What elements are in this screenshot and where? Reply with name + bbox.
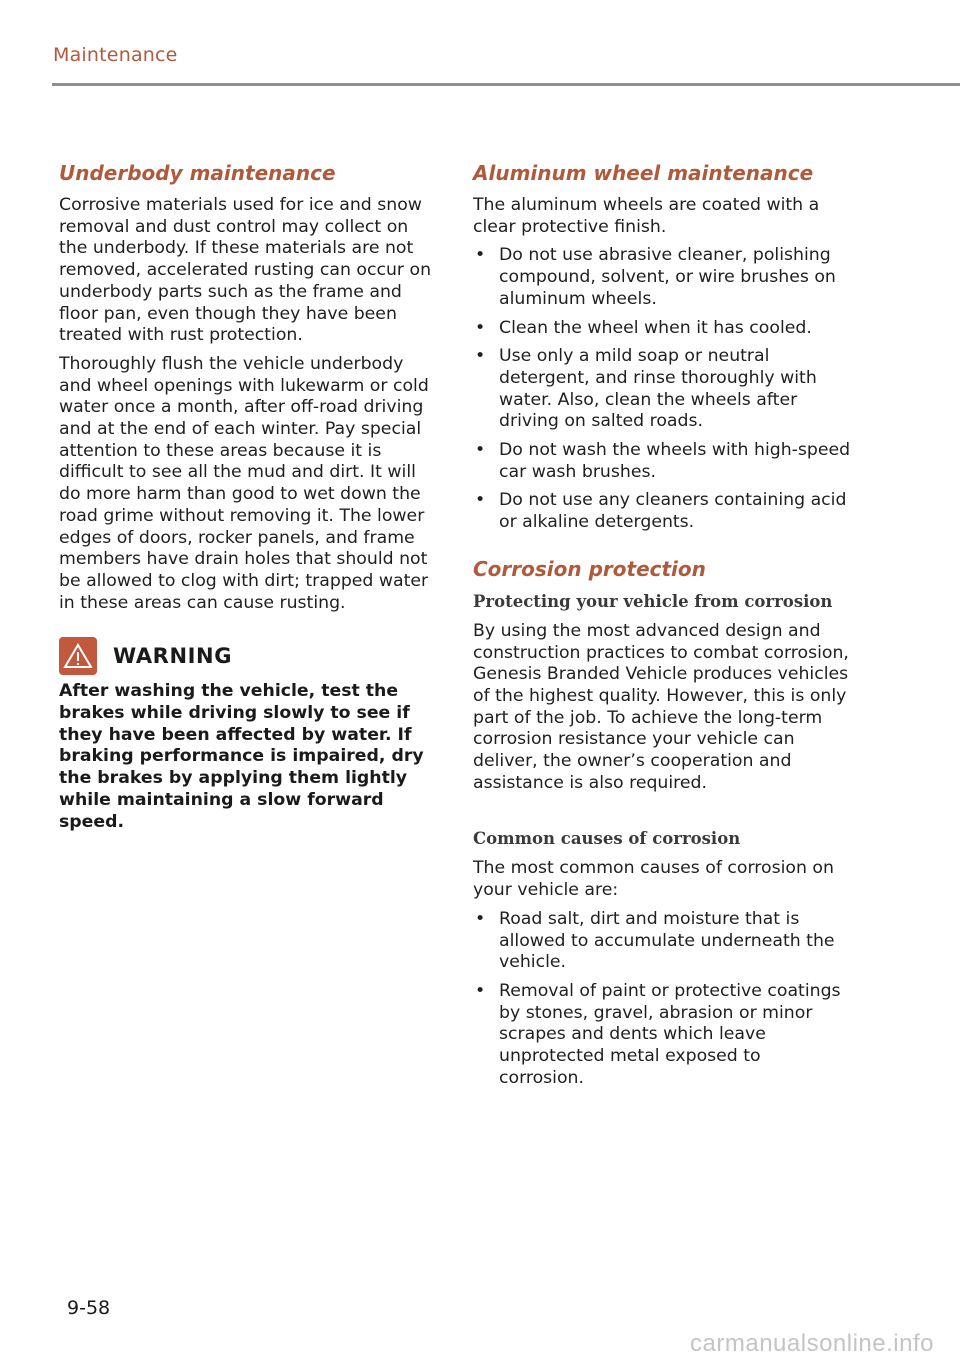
header-divider: [52, 83, 960, 86]
list-item: • Use only a mild soap or neutral detergent, and rinse thoroughly with water. Also, clean the wheels after driving on salted roads.: [475, 346, 817, 432]
section-header: Maintenance: [53, 44, 178, 66]
left-column: [59, 160, 439, 833]
list-item: • Do not use any cleaners containing acid or alkaline detergents.: [475, 490, 847, 533]
aluminum-intro: The aluminum wheels are coated with a clear protective finish.: [473, 195, 820, 237]
warning-triangle-icon: [59, 637, 97, 675]
underbody-heading: Underbody maintenance: [59, 161, 336, 185]
page-number: 9-58: [67, 1297, 111, 1319]
underbody-paragraph-1: Corrosive materials used for ice and snow removal and dust control may collect on the underbody. If these materials are not removed, accelerated rusting can occur on underbody parts such as the frame and floor pan, even though they have been treated with rust protection.: [59, 195, 432, 346]
bullet-icon: •: [475, 908, 486, 929]
bullet-icon: •: [475, 317, 486, 338]
warning-title: WARNING: [113, 644, 233, 669]
bullet-icon: •: [475, 490, 486, 511]
underbody-paragraph-2: Thoroughly flush the vehicle underbody and wheel openings with lukewarm or cold water once a month, after off-road driving and at the end of each winter. Pay special attention to these areas because it is difficult to see all the mud and dirt. It will do more harm than good to wet down the road grime without removing it. The lower edges of doors, rocker panels, and frame members have drain holes that should not be allowed to clog with dirt; trapped water in these areas can cause rusting.: [59, 353, 429, 613]
aluminum-wheel-heading: Aluminum wheel maintenance: [473, 161, 814, 185]
corrosion-heading: Corrosion protection: [473, 556, 706, 581]
corrosion-paragraph-2: The most common causes of corrosion on your vehicle are:: [473, 858, 834, 901]
list-item: • Do not wash the wheels with high-speed car wash brushes.: [475, 440, 851, 482]
aluminum-bullet-list: [473, 245, 851, 533]
bullet-icon: •: [475, 980, 486, 1001]
list-item: • Clean the wheel when it has cooled.: [475, 317, 812, 338]
list-item: • Road salt, dirt and moisture that is allowed to accumulate underneath the vehicle.: [475, 908, 835, 973]
corrosion-bullet-list: [473, 909, 851, 1090]
warning-header: [59, 637, 439, 675]
corrosion-paragraph-1: By using the most advanced design and construction practices to combat corrosion, Genesis Branded Vehicle produces vehicles of the highest quality. However, this is only part of the job. To achieve the long-term corrosion resistance your vehicle can deliver, the owner’s cooperation and assistance is also required.: [473, 620, 849, 793]
bullet-icon: •: [475, 440, 486, 461]
list-item: • Do not use abrasive cleaner, polishing compound, solvent, or wire brushes on aluminum wheels.: [475, 245, 836, 309]
bullet-icon: •: [475, 245, 486, 266]
bullet-icon: •: [475, 346, 486, 367]
list-item: • Removal of paint or protective coatings by stones, gravel, abrasion or minor scrapes and dents which leave unprotected metal exposed to corrosion.: [475, 980, 841, 1088]
corrosion-subheading-2: Common causes of corrosion: [473, 829, 741, 849]
right-column: [473, 160, 851, 1097]
warning-text: After washing the vehicle, test the brakes while driving slowly to see if they have been affected by water. If braking performance is impaired, dry the brakes by applying them lightly while maintaining a slow forward speed.: [59, 681, 424, 832]
watermark-text[interactable]: carmanualsonline.info: [690, 1330, 934, 1357]
corrosion-subheading-1: Protecting your vehicle from corrosion: [473, 591, 833, 611]
